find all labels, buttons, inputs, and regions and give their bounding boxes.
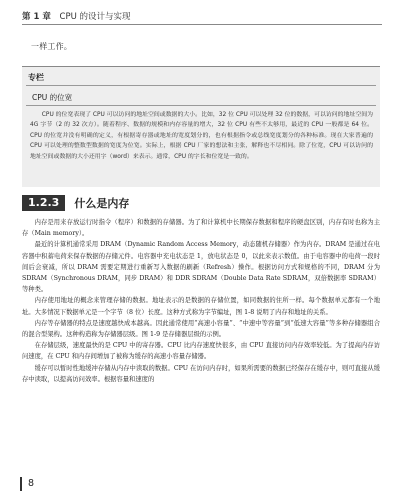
section-title: 什么是内存 [74,197,130,210]
header-rule [22,24,382,25]
sidebar-divider [26,105,376,106]
intro-line: 一样工作。 [31,42,72,51]
paragraph: 内存使用地址的概念来管理存储的数据。地址表示的是数据的存储位置，如同数据的住所一样。每个数据单元都有一个地址。大多情况下数据单元是一个字节（8 位）长度。这种方式称为字节编址，图 1-8 说明了内存和地址的关系。 [22,297,380,316]
paragraph: 缓存可以暂时性地缓冲存储从内存中读取的数据。CPU 在访问内存时，如果所需要的数据已经保存在缓存中，则可直接从缓存中读取，以提高访问效率。根据容量和速度的 [22,364,380,383]
paragraph: 内存等存储器的特点是速度越快成本越高。因此通常使用“高速小容量”、“中速中等容量”到“低速大容量”等多种存储器组合的混合型架构。这种构造称为存储器层级。图 1-9 是存储器层级的示例。 [22,319,380,339]
sidebar-body: CPU 的位宽表现了 CPU 可以访问的地址空间或数据的大小。比如，32 位 CPU 可以处理 32 位的数据，可以访问的地址空间为 4G 字节（2 的 32 次方）。随着程序、数据的规模和内存容量的增大，32 位 CPU 有些不太够用，最近的 CPU 一般都是 64 位。CPU 的位宽并没有明确的定义，有根据寄存器或地址的宽度划分的，也有根据指令或总线宽度划分的各种标准。现在大家普遍的 CPU 可以处理的整数型数据的宽度为位宽。实际上，根据 CPU 厂家的想法和主张，解释也不尽相同。除了位宽，CPU 可以访问的地址空间或数据的大小还用字（word）来表示。通常，CPU 的字长和位宽是一致的。 [30,112,373,160]
page-number: 8 [28,478,35,489]
paragraph: 内存是用来存放运行时指令（程序）和数据的存储器。为了和计算机中长期保存数据和程序的硬盘区别，内存有时也称为主存（Main memory）。 [22,219,380,238]
section-heading [22,195,129,211]
running-header [22,10,382,22]
paragraph: 在存储层级，速度最快的是 CPU 中的寄存器。CPU 比内存速度快很多，由 CPU 直接访问内存效率较低。为了提高内存访问速度，在 CPU 和内存间增加了被称为缓存的高速小容量存储器。 [22,342,380,361]
main-body [22,217,380,385]
sidebar-tag: 专栏 [28,73,44,82]
paragraph: 最近的计算机通常采用 DRAM（Dynamic Random Access Memory，动态随机存储器）作为内存。DRAM 是通过在电容器中积蓄电荷来保存数据的存储元件。电容器中充电状态是 1，放电状态是 0，以此来表示数值。由于电容器中的电荷一段时间后会衰减，所以 DRAM 需要定期进行重新写入数据的刷新（Refresh）操作。根据访问方式和规格的不同，DRAM 分为 SDRAM（Synchronous DRAM，同步 DRAM）和 DDR SDRAM（Double Data Rate SDRAM，双倍数据率 SDRAM）等种类。 [22,241,380,294]
chapter-number: 第 1 章 [22,12,51,22]
footer-bar [20,477,22,491]
chapter-title: CPU 的设计与实现 [59,12,131,22]
sidebar-box [22,66,380,187]
sidebar-divider [26,85,376,86]
section-number: 1.2.3 [22,195,65,211]
sidebar-title: CPU 的位宽 [32,93,73,102]
